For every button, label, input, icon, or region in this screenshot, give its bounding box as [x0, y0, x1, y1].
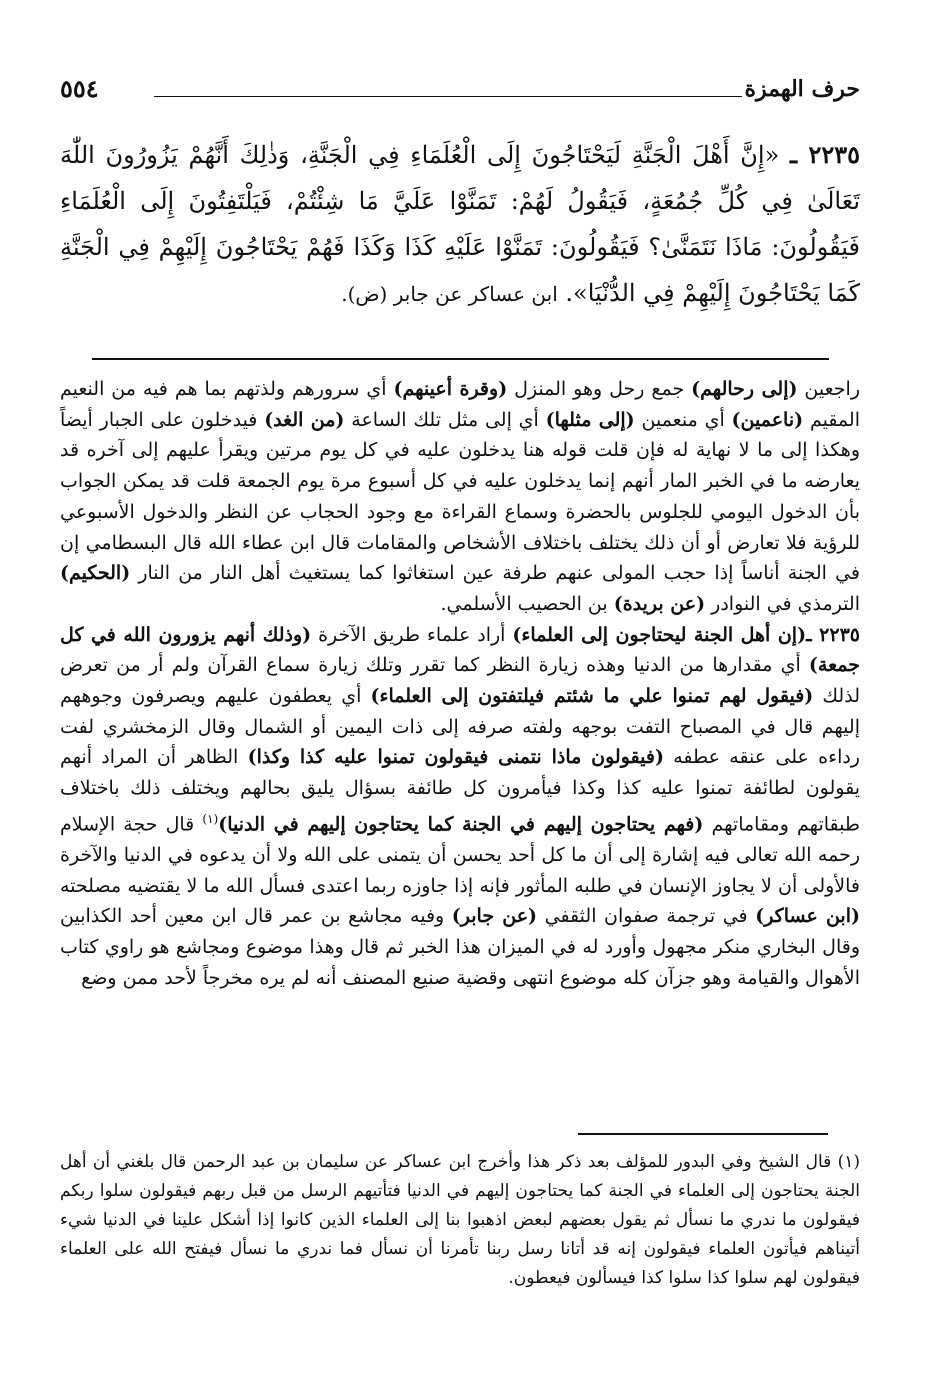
quoted-term: (الحكيم)	[60, 562, 131, 585]
footnote-divider	[578, 1133, 828, 1135]
text: جمع رحل وهو المنزل	[507, 378, 692, 400]
footnote	[60, 1148, 860, 1293]
text: وفيه مجاشع بن عمر قال ابن معين أحد الكذابين وقال البخاري منكر مجهول وأورد له في الميزان هذا الخبر ثم قال وهذا موضوع ومجاشع هو راوي كتاب الأهوال والقيامة وهو جزآن كله موضوع انتهى وقضية صنيع المصنف أنه لم يره مخرجاً لأحد ممن وضع	[60, 905, 860, 989]
text: أي إلى مثل تلك الساعة	[344, 408, 546, 431]
page-number: ٥٥٤	[60, 74, 99, 103]
commentary	[60, 374, 860, 993]
text: أراد علماء طريق الآخرة	[311, 623, 513, 646]
footnote-text: (١) قال الشيخ وفي البدور للمؤلف بعد ذكر هذا وأخرج ابن عساكر عن سليمان بن عبد الرحمن قال بلغني أن أهل الجنة يحتاجون إلى العلماء في الجنة كما يحتاجون إليهم في الدنيا فتأتيهم الرسل من قبل ربهم فيقولون سلوا ربكم فيقولون ما ندري ما نسأل ثم يقول بعضهم لبعض اذهبوا بنا إلى العلماء الذين كانوا إذا أشكل علينا في الدنيا شيء أتيناهم فيأتون العلماء فيقولون إنه قد أتانا رسل ربنا تأمرنا أن نسأل فما ندري ما نسأل فيفتح الله على العلماء فيقولون لهم سلوا كذا سلوا كذا فيسألون فيعطون.	[60, 1152, 860, 1288]
quoted-term: (إلى رحالهم)	[691, 378, 798, 400]
hadith-body: «إِنَّ أَهْلَ الْجَنَّةِ لَيَحْتَاجُونَ إِلَى الْعُلَمَاءِ فِي الْجَنَّةِ، وَذٰلِكَ أَنَّهُمْ يَزُورُونَ اللّٰهَ تَعَالَىٰ فِي كُلِّ جُمُعَةٍ، فَيَقُولُ لَهُمْ: تَمَنَّوْا عَلَيَّ مَا شِئْتُمْ، فَيَلْتَفِتُونَ إِلَى الْعُلَمَاءِ فَيَقُولُونَ: مَاذَا نَتَمَنَّىٰ؟ فَيَقُولُونَ: تَمَنَّوْا عَلَيْهِ كَذَا وَكَذَا فَهُمْ يَحْتَاجُونَ إِلَيْهِمْ فِي الْجَنَّةِ كَمَا يَحْتَاجُونَ إِلَيْهِمْ فِي الدُّنْيَا».	[60, 141, 860, 307]
quoted-term: (ابن عساكر)	[755, 905, 860, 928]
text: بن الحصيب الأسلمي.	[440, 592, 614, 615]
hadith-text	[60, 132, 860, 317]
quoted-term: (من الغد)	[264, 408, 345, 431]
text: قال حجة الإسلام رحمه الله تعالى فيه إشارة إلى أن ما كل أحد يحسن أن يتمنى على الله ولا أن يدعوه في الدنيا والآخرة فالأولى أن لا يجاوز الإنسان في طلبه المأثور فإنه إذا جاوزه ربما اعتدى فسأل الله ما لا يقتضيه مصلحته	[60, 813, 860, 897]
quoted-term: (وذلك أنهم يزورون الله في كل جمعة)	[60, 623, 860, 677]
quoted-term: (عن بريدة)	[613, 592, 706, 615]
commentary-paragraph	[60, 374, 860, 620]
quoted-term: (فيقولون ماذا نتمنى فيقولون تمنوا عليه كذا وكذا)	[247, 746, 664, 769]
text: أي يعطفون عليهم ويصرفون وجوههم إليهم قال في المصباح التفت بوجهه ولفته صرفه إلى ذات اليمين أو الشمال وقال الزمخشري لفت رداءه على عنقه عطفه	[60, 685, 860, 769]
commentary-paragraph	[60, 620, 860, 994]
text: الترمذي في النوادر	[705, 592, 860, 615]
text: أي مقدارها من الدنيا وهذه زيارة النظر كما تقرر وتلك زيارة سماع القرآن ولم أر من تعرض لذلك	[60, 654, 860, 708]
hadith-number: ٢٢٣٥ ـ	[789, 140, 860, 169]
quoted-term: (عن جابر)	[451, 905, 538, 928]
quoted-term: (ناعمين)	[731, 408, 804, 431]
text: راجعين	[797, 378, 860, 400]
hadith-source: ابن عساكر عن جابر (ض).	[341, 282, 558, 306]
text: في ترجمة صفوان الثقفي	[537, 905, 756, 928]
quoted-term: (إن أهل الجنة ليحتاجون إلى العلماء)	[512, 623, 807, 646]
text: أي سرورهم ولذتهم بما هم فيه من النعيم المقيم	[60, 378, 860, 431]
quoted-term: (فهم يحتاجون إليهم في الجنة كما يحتاجون إليهم في الدنيا)	[218, 813, 704, 836]
chapter-title: حرف الهمزة	[744, 76, 860, 102]
page-header	[60, 74, 860, 108]
footnote-marker: (١)	[202, 811, 219, 826]
entry-number: ٢٢٣٥ ـ	[806, 623, 860, 646]
quoted-term: (إلى مثلها)	[545, 408, 635, 431]
quoted-term: (فيقول لهم تمنوا علي ما شئتم فيلتفتون إلى العلماء)	[370, 685, 814, 708]
header-rule	[154, 96, 742, 97]
section-divider	[92, 358, 829, 360]
text: أي منعمين	[634, 408, 732, 431]
text: فيدخلون على الجبار أيضاً وهكذا إلى ما لا نهاية له فإن قلت قوله هنا يدخلون عليه في كل يوم مرتين ويقرأ عليهم إلى آخره قد يعارضه ما في الخبر المار أنهم إنما يدخلون عليه في كل أسبوع مرة يوم الجمعة قلت قد يمكن الجواب بأن الدخول اليومي للجلوس بالحضرة وسماع القراءة مع وجود الحجاب عن النظر والدخول الأسبوعي للرؤية فلا تعارض أو أن ذلك يختلف باختلاف الأشخاص والمقامات قال ابن عطاء الله قال البسطامي إن في الجنة أناساً إذا حجب المولى عنهم طرفة عين استغاثوا كما يستغيث أهل النار من النار	[60, 408, 860, 585]
quoted-term: (وقرة أعينهم)	[393, 378, 508, 400]
text: الظاهر أن المراد أنهم يقولون لطائفة تمنوا عليه كذا وكذا فيأمرون كل طائفة بسؤال يليق بحالهم ويختلف ذلك باختلاف طبقاتهم ومقاماتهم	[60, 746, 860, 836]
